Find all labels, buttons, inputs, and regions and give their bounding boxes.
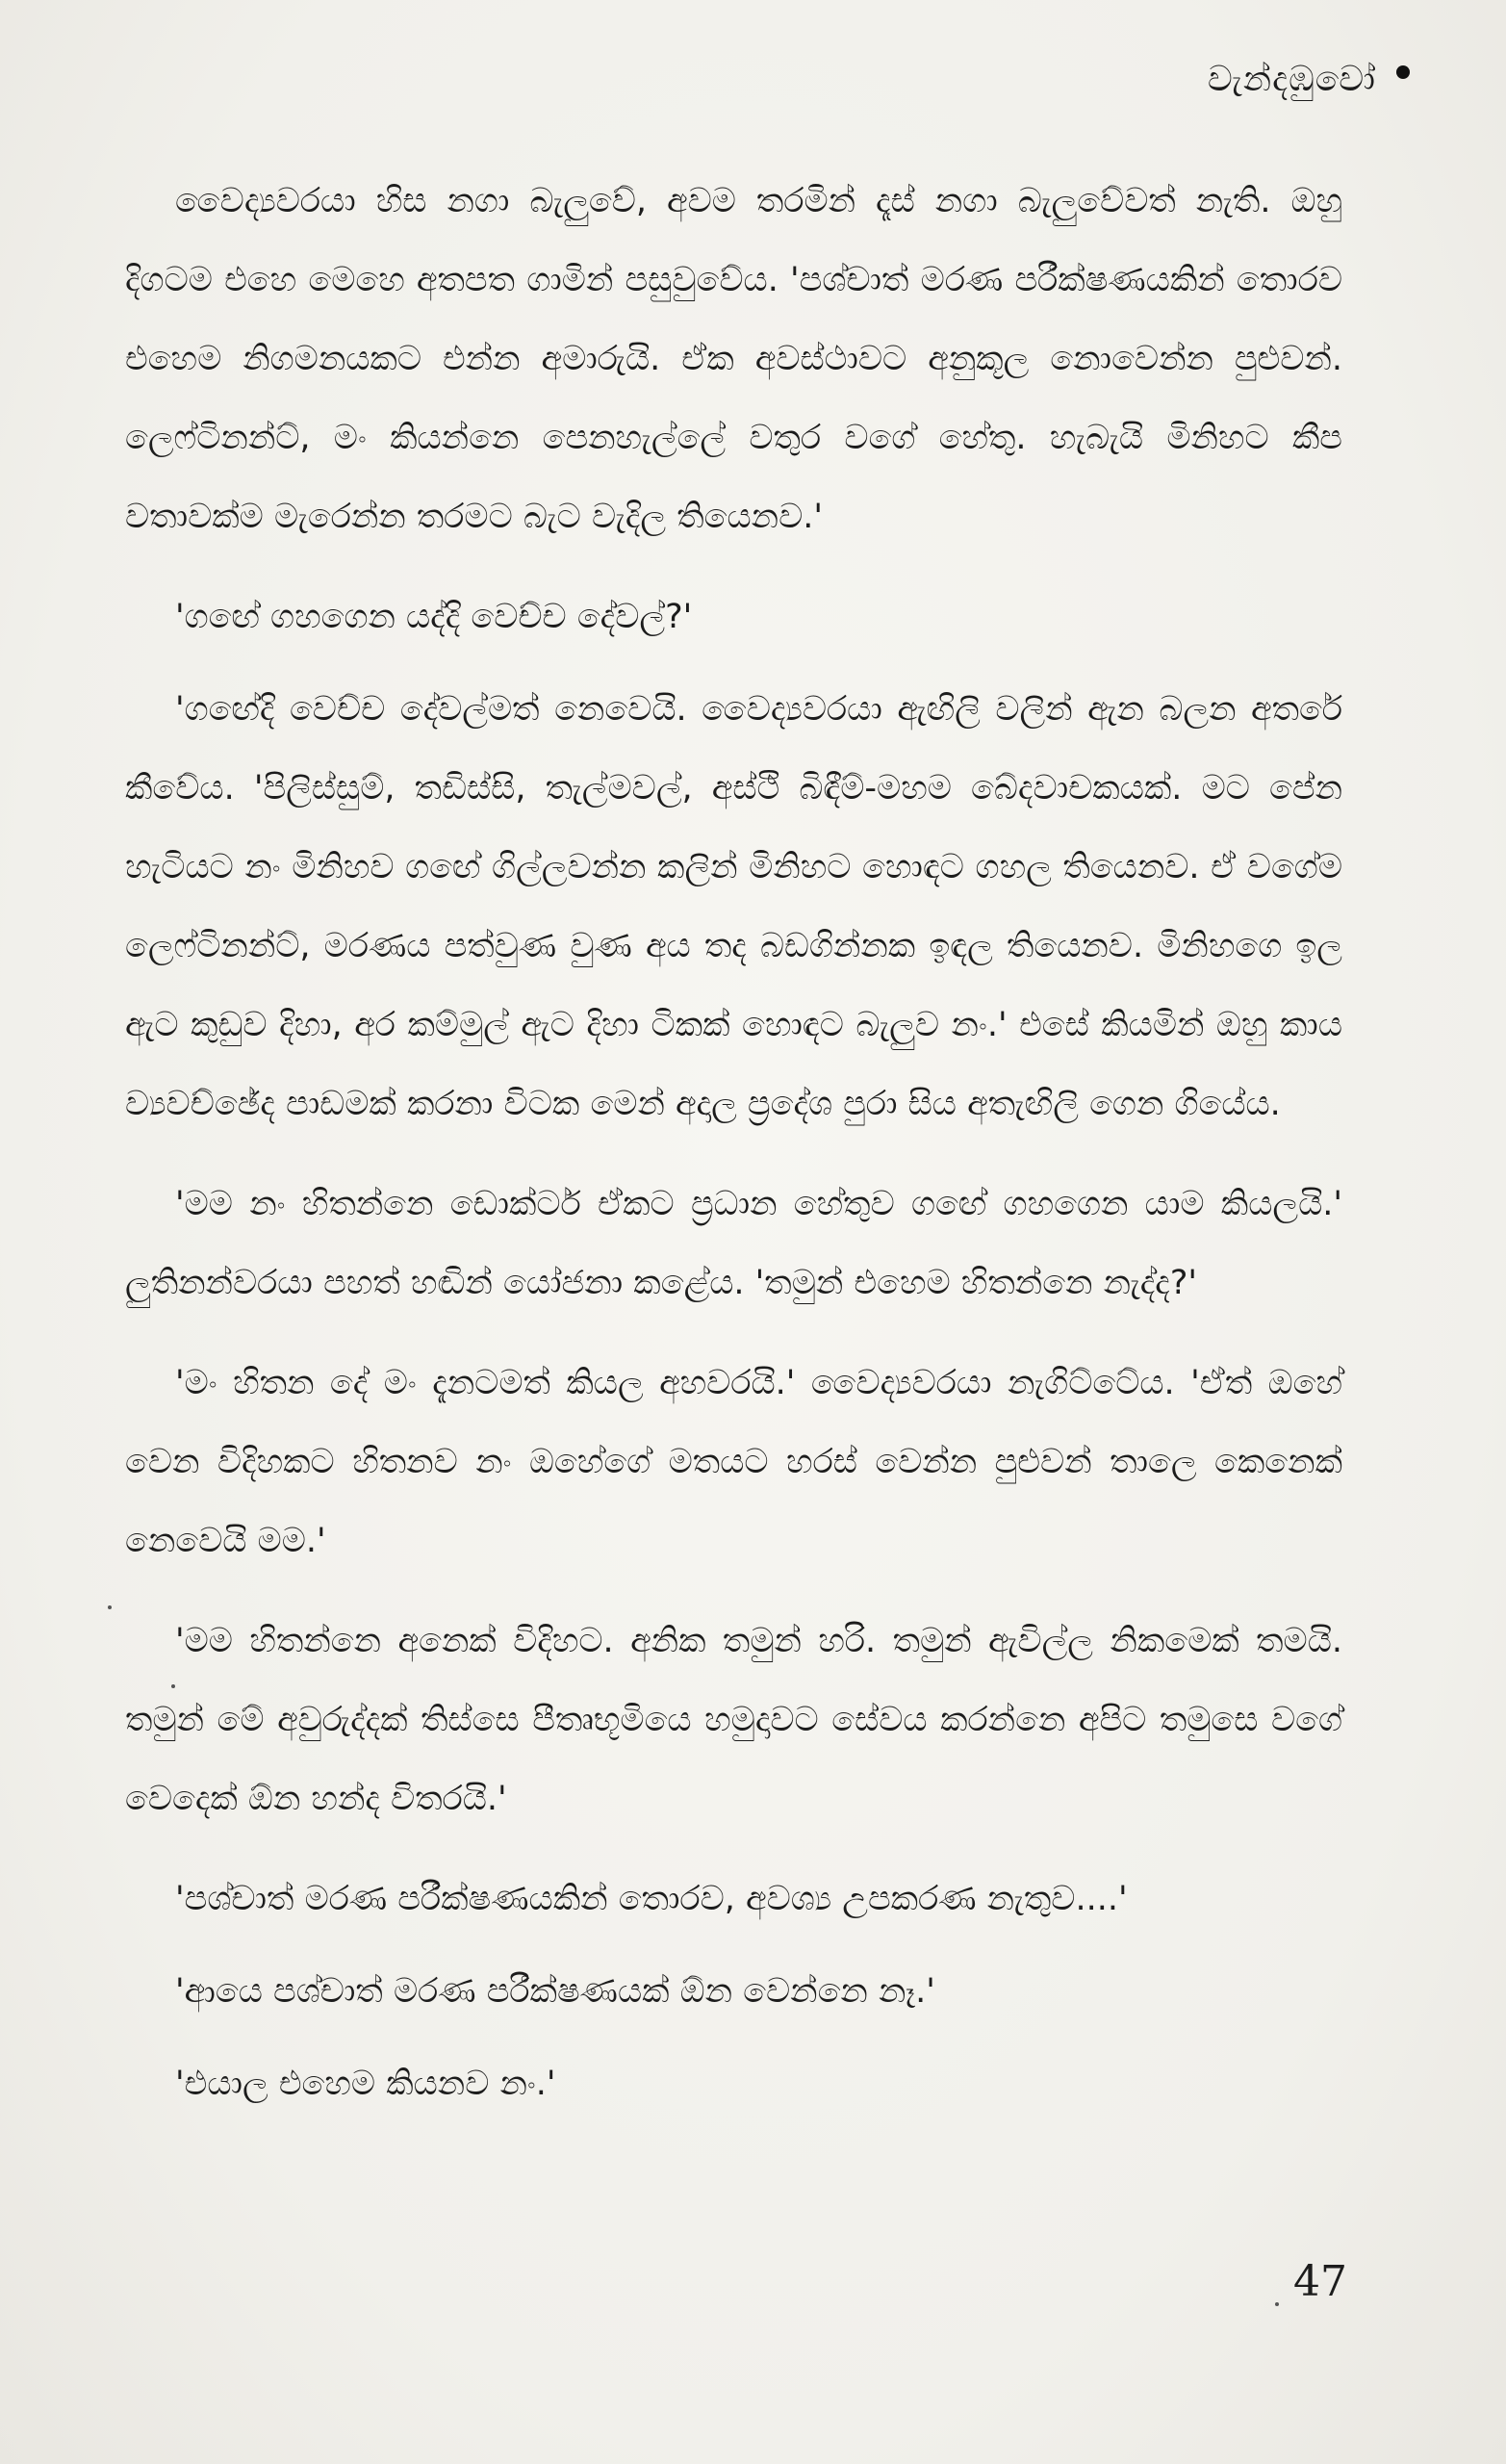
paragraph-2: 'ගඟේ ගහගෙන යද්දි වෙච්ච දේවල්?' [175, 598, 693, 636]
paragraph-1: වෛද්‍යවරයා හිස නගා බැලුවේ, අවම තරමින් දෑස් නගා බැලුවේවත් නැති. ඔහු දිගටම එහෙ මෙහෙ අතපත ගාමින් පසුවුවේය. 'පශ්චාත් මරණ පරීක්ෂණයකින් තොරව එහෙම නිගමනයකට එන්න අමාරුයි. ඒක අවස්ථාවට අනුකූල නොවෙන්න පුළුවන්. ලෙෆ්ටිනන්ට්, මං කියන්නෙ පෙනහැල්ලේ වතුර වගේ හේතු. හැබැයි මිනිහට කීප වතාවක්ම මැරෙන්න තරමට බැට වැදිල තියෙනව.' [125, 182, 1342, 536]
stray-ink-mark [108, 1605, 112, 1609]
paragraph-5: 'මං හිතන දේ මං දැනටමත් කියල අහවරයි.' වෛද්‍යවරයා නැගිට්ටේය. 'ඒත් ඔහේ වෙන විදිහකට හිතනව නං ඔහේගේ මතයට හරස් වෙන්න පුළුවන් තාලෙ කෙනෙක් නෙවෙයි මම.' [125, 1364, 1342, 1560]
paragraph-9: 'එයාල එහෙම කියනව නං.' [175, 2065, 556, 2103]
paragraph-6: 'මම හිතන්නෙ අනෙක් විදිහට. අනික තමුන් හරි. තමුන් ඇවිල්ල නිකමෙක් තමයි. තමුන් මේ අවුරුද්දක් තිස්සෙ පීතෘභූමියෙ හමුදාවට සේවය කරන්නෙ අපිට තමුසෙ වගේ වෙදෙක් ඕන හන්ද විතරයි.' [125, 1622, 1342, 1818]
paragraph-8: 'ආයෙ පශ්චාත් මරණ පරීක්ෂණයක් ඕන වෙන්නෙ නෑ.' [175, 1972, 935, 2011]
stray-ink-mark [171, 1684, 175, 1688]
stray-ink-mark [1275, 2302, 1279, 2306]
page-number: 47 [1293, 2257, 1347, 2306]
paragraph-7: 'පශ්චාත් මරණ පරීක්ෂණයකින් තොරව, අවශ්‍ය උපකරණ නැතුව....' [175, 1880, 1128, 1918]
body-text [125, 162, 1342, 2137]
paragraph-3: 'ගඟේදි වෙච්ච දේවල්මත් නෙවෙයි. වෛද්‍යවරයා ඇඟිලි වලින් ඇන බලන අතරේ කීවේය. 'පිලිස්සුම්, තඩිස්සි, තැල්මවල්, අස්ථි බිඳීම්-මහම බේදවාචකයක්. මට පේන හැටියට නං මිනිහව ගඟේ ගිල්ලවන්න කලින් මිනිහට හොඳට ගහල තියෙනව. ඒ වගේම ලෙෆ්ටිනන්ට්, මරණය පත්වුණ වුණ අය තද බඩගින්නක ඉඳල තියෙනව. මිනිහගෙ ඉල ඇට කුඩුව දිහා, අර කම්මුල් ඇට දිහා ටිකක් හොඳට බැලුව නං.' එසේ කියමින් ඔහු කාය ව්‍යවච්ඡේද පාඩමක් කරනා විටක මෙන් අදාල ප්‍රදේශ පුරා සිය අතැඟිලි ගෙන ගියේය. [125, 690, 1342, 1123]
paragraph-4: 'මම නං හිතන්නෙ ඩොක්ටර් ඒකට ප්‍රධාන හේතුව ගඟේ ගහගෙන යාම කියලයි.' ලුතිනන්වරයා පහත් හඬින් යෝජනා කළේය. 'තමුන් එහෙම හිතන්නෙ නැද්ද?' [125, 1185, 1342, 1302]
ink-dot-mark [1396, 65, 1410, 79]
running-head-title: වැන්දඹුවෝ [1207, 60, 1376, 99]
